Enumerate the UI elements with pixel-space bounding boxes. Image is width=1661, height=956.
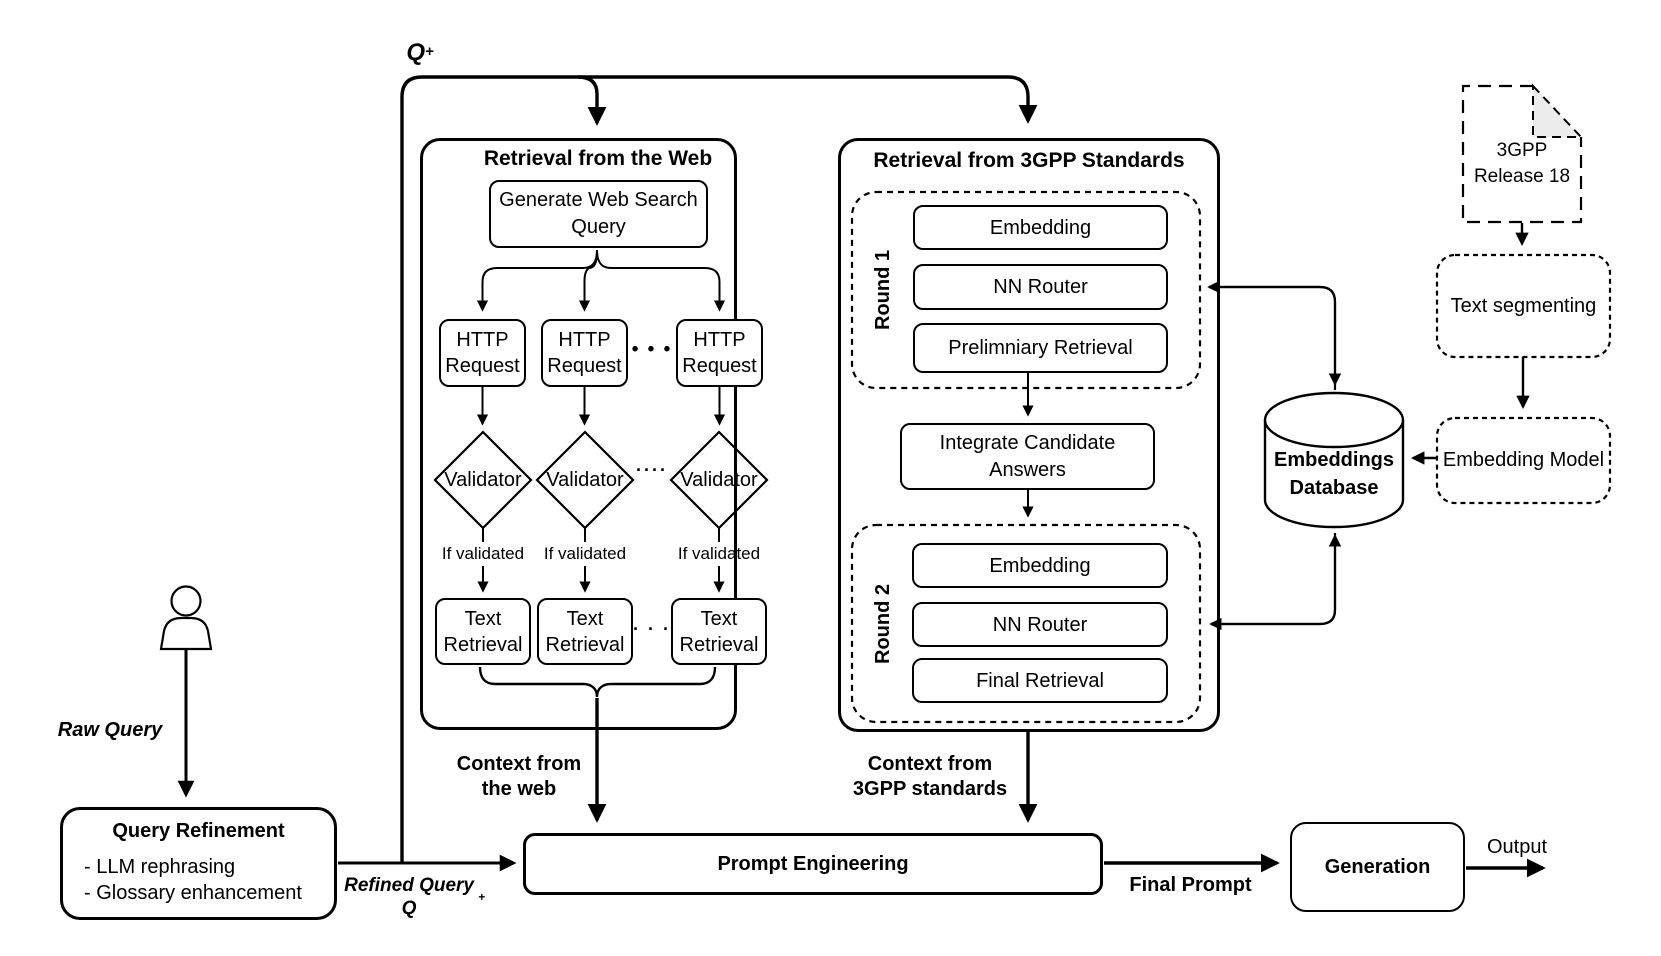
generate-web-search-query-box (489, 180, 708, 248)
integrate-candidate-answers-box (900, 423, 1155, 490)
context-from-web-label (437, 752, 601, 802)
http-line1: HTTP (693, 329, 746, 351)
db-line1: Embeddings (1273, 449, 1394, 471)
validator-ellipsis: ···· (636, 460, 668, 481)
context-standards-line1: Context from (867, 753, 993, 775)
http-line1: HTTP (456, 329, 509, 351)
text-retrieval-line1: Text (464, 607, 502, 630)
round1-preliminary-retrieval-box: Prelimniary Retrieval (913, 323, 1168, 373)
database-cylinder-top (1265, 393, 1403, 447)
db-line2: Database (1289, 477, 1379, 499)
round2-label: Round 2 (872, 584, 894, 664)
arrow-round1-to-db (1209, 287, 1335, 384)
arrow-round2-to-db (1211, 536, 1335, 624)
text-segmenting-label: Text segmenting (1450, 295, 1597, 317)
document-label (1462, 138, 1582, 190)
text-retrieval-box-2 (537, 598, 633, 665)
integrate-line1: Integrate Candidate (939, 431, 1116, 454)
if-validated-label-2: If validated (543, 543, 627, 563)
web-retrieval-title: Retrieval from the Web (483, 147, 713, 171)
user-icon-body (161, 618, 211, 649)
round1-embedding-box: Embedding (913, 205, 1168, 250)
prompt-engineering-box: Prompt Engineering (523, 833, 1103, 895)
arrow-db-to-round2 (1211, 533, 1335, 624)
text-retrieval-box-1 (435, 598, 531, 665)
text-retrieval-ellipsis: · · · (633, 619, 671, 640)
query-refinement-title: Query Refinement (112, 820, 285, 842)
standards-retrieval-title: Retrieval from 3GPP Standards (873, 149, 1185, 173)
generation-box: Generation (1290, 822, 1465, 912)
bullet-glossary-enhancement: - Glossary enhancement (84, 882, 302, 904)
context-web-line1: Context from (456, 753, 582, 775)
generate-query-line1: Generate Web Search (499, 189, 698, 211)
round2-embedding-box: Embedding (912, 543, 1168, 588)
embedding-model-label: Embedding Model (1442, 449, 1605, 471)
round1-nn-router-box: NN Router (913, 264, 1168, 310)
document-fold-corner (1533, 86, 1581, 137)
raw-query-label: Raw Query (57, 719, 163, 741)
generate-query-line2: Query (571, 216, 626, 238)
text-retrieval-line2: Retrieval (545, 633, 625, 656)
text-retrieval-line2: Retrieval (443, 633, 523, 656)
validator-label-2: Validator (546, 469, 624, 491)
round1-label: Round 1 (872, 250, 894, 330)
http-line2: Request (682, 355, 757, 377)
document-line2: Release 18 (1473, 166, 1571, 187)
round2-nn-router-box: NN Router (912, 602, 1168, 647)
q-plus-sup: + (424, 44, 434, 61)
arrow-db-to-round1 (1209, 287, 1335, 390)
refined-query-label (340, 875, 485, 919)
refined-query-base: Refined Query Q (344, 875, 474, 919)
text-retrieval-line1: Text (566, 607, 604, 630)
http-line1: HTTP (558, 329, 611, 351)
text-retrieval-line2: Retrieval (679, 633, 759, 656)
integrate-line2: Answers (989, 458, 1066, 481)
http-ellipsis: • • • (631, 338, 673, 360)
validator-label-1: Validator (444, 469, 522, 491)
if-validated-label-3: If validated (677, 543, 761, 563)
context-standards-line2: 3GPP standards (852, 778, 1008, 800)
http-request-box-1 (439, 319, 526, 387)
text-retrieval-line1: Text (700, 607, 738, 630)
http-line2: Request (547, 355, 622, 377)
context-from-standards-label (848, 752, 1012, 802)
text-retrieval-box-3 (671, 598, 767, 665)
if-validated-label-1: If validated (441, 543, 525, 563)
output-label: Output (1486, 836, 1548, 858)
query-refinement-bullets (84, 852, 329, 908)
refined-query-sup: + (478, 890, 485, 904)
user-icon (172, 587, 201, 616)
embeddings-database-label (1265, 446, 1403, 502)
http-request-box-3 (676, 319, 763, 387)
bullet-llm-rephrasing: - LLM rephrasing (84, 856, 236, 878)
validator-label-3: Validator (680, 469, 758, 491)
http-request-box-2 (541, 319, 628, 387)
final-prompt-label: Final Prompt (1129, 874, 1252, 896)
context-web-line2: the web (481, 778, 557, 800)
document-line1: 3GPP (1496, 140, 1548, 161)
q-plus-label (394, 38, 446, 68)
round2-final-retrieval-box: Final Retrieval (912, 658, 1168, 703)
q-plus-base: Q (406, 38, 425, 66)
arrow-qplus-to-web (578, 77, 597, 123)
http-line2: Request (445, 355, 520, 377)
